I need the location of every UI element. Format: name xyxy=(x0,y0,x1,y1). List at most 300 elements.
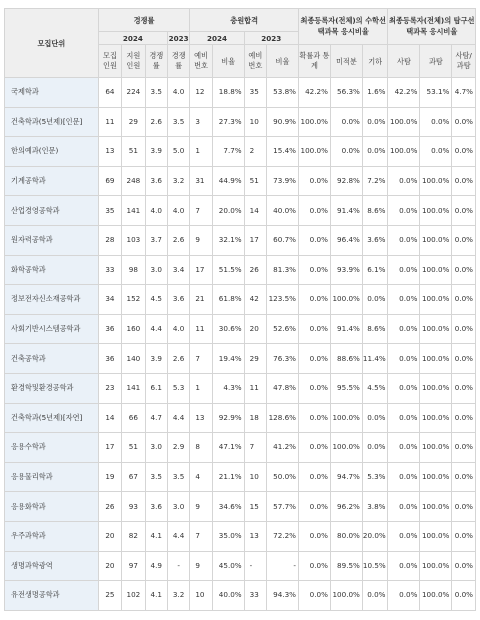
cell-rate-2023: 3.2 xyxy=(167,581,189,611)
cell-geometry: 0.0% xyxy=(362,403,388,433)
col-ratio-2024: 비율 xyxy=(212,45,244,78)
cell-num-jiwon: 102 xyxy=(122,581,145,611)
table-header xyxy=(5,9,476,78)
cell-social: 0.0% xyxy=(388,403,420,433)
cell-social: 0.0% xyxy=(388,462,420,492)
cell-num-mojip: 69 xyxy=(98,166,121,196)
unit-name: 건축학과(5년제)[자연] xyxy=(5,403,99,433)
table-row xyxy=(5,373,476,403)
cell-rate-2024: 3.6 xyxy=(145,492,167,522)
cell-social-science: 0.0% xyxy=(452,285,476,315)
col-waitnum-2024: 예비 번호 xyxy=(190,45,212,78)
cell-social-science: 0.0% xyxy=(452,344,476,374)
cell-social: 0.0% xyxy=(388,521,420,551)
cell-ratio-2023: 72.2% xyxy=(267,521,299,551)
cell-geometry: 0.0% xyxy=(362,433,388,463)
cell-rate-2024: 3.9 xyxy=(145,137,167,167)
cell-rate-2023: 2.9 xyxy=(167,433,189,463)
cell-social-science: 0.0% xyxy=(452,551,476,581)
cell-rate-2023: 5.3 xyxy=(167,373,189,403)
cell-rate-2024: 3.6 xyxy=(145,166,167,196)
cell-rate-2023: 3.5 xyxy=(167,462,189,492)
table-row xyxy=(5,196,476,226)
cell-waitnum-2023: 10 xyxy=(244,462,266,492)
header-chungwon: 충원합격 xyxy=(190,9,299,32)
cell-prob-stat: 0.0% xyxy=(298,344,330,374)
table-row xyxy=(5,433,476,463)
cell-prob-stat: 100.0% xyxy=(298,137,330,167)
cell-rate-2024: 4.1 xyxy=(145,581,167,611)
cell-waitnum-2024: 9 xyxy=(190,492,212,522)
cell-calculus: 91.4% xyxy=(330,196,362,226)
cell-rate-2024: 3.5 xyxy=(145,78,167,108)
cell-num-jiwon: 160 xyxy=(122,314,145,344)
table-row xyxy=(5,285,476,315)
cell-prob-stat: 42.2% xyxy=(298,78,330,108)
cell-calculus: 89.5% xyxy=(330,551,362,581)
cell-waitnum-2023: 29 xyxy=(244,344,266,374)
cell-geometry: 6.1% xyxy=(362,255,388,285)
cell-social-science: 0.0% xyxy=(452,521,476,551)
cell-prob-stat: 0.0% xyxy=(298,373,330,403)
cell-waitnum-2023: 2 xyxy=(244,137,266,167)
col-waitnum-2023: 예비 번호 xyxy=(244,45,266,78)
cell-rate-2024: 3.0 xyxy=(145,255,167,285)
cell-prob-stat: 0.0% xyxy=(298,462,330,492)
cell-science: 100.0% xyxy=(420,462,452,492)
cell-ratio-2024: 47.1% xyxy=(212,433,244,463)
cell-ratio-2024: 34.6% xyxy=(212,492,244,522)
cell-waitnum-2024: 13 xyxy=(190,403,212,433)
cell-num-mojip: 20 xyxy=(98,521,121,551)
cell-num-mojip: 64 xyxy=(98,78,121,108)
cell-prob-stat: 0.0% xyxy=(298,166,330,196)
cell-waitnum-2023: 14 xyxy=(244,196,266,226)
cell-num-jiwon: 97 xyxy=(122,551,145,581)
cell-social-science: 0.0% xyxy=(452,403,476,433)
col-prob-stat: 확률과 통계 xyxy=(298,45,330,78)
cell-waitnum-2023: 11 xyxy=(244,373,266,403)
cell-science: 100.0% xyxy=(420,492,452,522)
cell-geometry: 0.0% xyxy=(362,137,388,167)
cell-num-jiwon: 103 xyxy=(122,225,145,255)
cell-science: 0.0% xyxy=(420,137,452,167)
cell-ratio-2023: 73.9% xyxy=(267,166,299,196)
cell-rate-2023: 3.6 xyxy=(167,285,189,315)
cell-social-science: 0.0% xyxy=(452,462,476,492)
cell-num-mojip: 35 xyxy=(98,196,121,226)
cell-ratio-2024: 40.0% xyxy=(212,581,244,611)
cell-calculus: 88.6% xyxy=(330,344,362,374)
cell-rate-2023: 4.0 xyxy=(167,196,189,226)
cell-ratio-2024: 20.0% xyxy=(212,196,244,226)
cell-waitnum-2024: 1 xyxy=(190,373,212,403)
cell-num-mojip: 23 xyxy=(98,373,121,403)
cell-ratio-2024: 30.6% xyxy=(212,314,244,344)
cell-waitnum-2023: 42 xyxy=(244,285,266,315)
cell-waitnum-2024: 9 xyxy=(190,551,212,581)
cell-waitnum-2024: 3 xyxy=(190,107,212,137)
cell-ratio-2023: - xyxy=(267,551,299,581)
cell-social: 100.0% xyxy=(388,107,420,137)
cell-prob-stat: 0.0% xyxy=(298,314,330,344)
cell-social-science: 4.7% xyxy=(452,78,476,108)
cell-social: 0.0% xyxy=(388,166,420,196)
cell-prob-stat: 0.0% xyxy=(298,551,330,581)
unit-name: 유전생명공학과 xyxy=(5,581,99,611)
admission-table-container xyxy=(4,8,476,611)
cell-science: 100.0% xyxy=(420,433,452,463)
cell-num-jiwon: 66 xyxy=(122,403,145,433)
cell-waitnum-2023: 51 xyxy=(244,166,266,196)
table-row xyxy=(5,551,476,581)
cell-rate-2023: 4.0 xyxy=(167,314,189,344)
cell-ratio-2024: 4.3% xyxy=(212,373,244,403)
cell-geometry: 3.8% xyxy=(362,492,388,522)
cell-calculus: 100.0% xyxy=(330,581,362,611)
cell-waitnum-2023: 18 xyxy=(244,403,266,433)
cell-rate-2023: 4.0 xyxy=(167,78,189,108)
cell-calculus: 92.8% xyxy=(330,166,362,196)
cell-social: 0.0% xyxy=(388,344,420,374)
cell-ratio-2023: 81.3% xyxy=(267,255,299,285)
cell-num-jiwon: 141 xyxy=(122,196,145,226)
cell-calculus: 94.7% xyxy=(330,462,362,492)
cell-ratio-2024: 35.0% xyxy=(212,521,244,551)
cell-science: 100.0% xyxy=(420,403,452,433)
col-geometry: 기하 xyxy=(362,45,388,78)
cell-waitnum-2023: 20 xyxy=(244,314,266,344)
cell-social: 0.0% xyxy=(388,314,420,344)
cell-geometry: 11.4% xyxy=(362,344,388,374)
cell-rate-2023: 2.6 xyxy=(167,225,189,255)
cell-social: 42.2% xyxy=(388,78,420,108)
cell-calculus: 96.2% xyxy=(330,492,362,522)
cell-waitnum-2024: 4 xyxy=(190,462,212,492)
cell-geometry: 20.0% xyxy=(362,521,388,551)
unit-name: 국제학과 xyxy=(5,78,99,108)
header-year-2024a: 2024 xyxy=(98,32,167,45)
cell-rate-2024: 4.1 xyxy=(145,521,167,551)
cell-ratio-2023: 128.6% xyxy=(267,403,299,433)
table-row xyxy=(5,166,476,196)
header-year-2023b: 2023 xyxy=(244,32,298,45)
cell-calculus: 100.0% xyxy=(330,433,362,463)
cell-num-jiwon: 152 xyxy=(122,285,145,315)
cell-num-jiwon: 51 xyxy=(122,433,145,463)
cell-prob-stat: 0.0% xyxy=(298,581,330,611)
cell-science: 100.0% xyxy=(420,581,452,611)
cell-ratio-2024: 45.0% xyxy=(212,551,244,581)
cell-science: 100.0% xyxy=(420,285,452,315)
cell-social-science: 0.0% xyxy=(452,314,476,344)
cell-rate-2023: 2.6 xyxy=(167,344,189,374)
cell-waitnum-2024: 7 xyxy=(190,196,212,226)
cell-waitnum-2024: 8 xyxy=(190,433,212,463)
cell-rate-2024: 3.7 xyxy=(145,225,167,255)
table-row xyxy=(5,492,476,522)
cell-ratio-2023: 60.7% xyxy=(267,225,299,255)
header-year-2024b: 2024 xyxy=(190,32,244,45)
col-jiwon: 지원 인원 xyxy=(122,45,145,78)
cell-social: 0.0% xyxy=(388,225,420,255)
header-unit: 모집단위 xyxy=(5,9,99,78)
cell-waitnum-2024: 1 xyxy=(190,137,212,167)
col-science: 과탐 xyxy=(420,45,452,78)
cell-geometry: 8.6% xyxy=(362,314,388,344)
cell-social: 0.0% xyxy=(388,285,420,315)
cell-science: 100.0% xyxy=(420,344,452,374)
cell-geometry: 10.5% xyxy=(362,551,388,581)
cell-waitnum-2024: 11 xyxy=(190,314,212,344)
table-row xyxy=(5,107,476,137)
unit-name: 화학공학과 xyxy=(5,255,99,285)
cell-ratio-2024: 19.4% xyxy=(212,344,244,374)
unit-name: 산업경영공학과 xyxy=(5,196,99,226)
cell-science: 100.0% xyxy=(420,196,452,226)
cell-calculus: 95.5% xyxy=(330,373,362,403)
cell-num-mojip: 36 xyxy=(98,314,121,344)
table-row xyxy=(5,462,476,492)
cell-prob-stat: 0.0% xyxy=(298,403,330,433)
cell-geometry: 0.0% xyxy=(362,285,388,315)
cell-calculus: 100.0% xyxy=(330,403,362,433)
unit-name: 생명과학광역 xyxy=(5,551,99,581)
cell-prob-stat: 0.0% xyxy=(298,255,330,285)
cell-rate-2023: 3.0 xyxy=(167,492,189,522)
cell-waitnum-2023: 26 xyxy=(244,255,266,285)
cell-social: 100.0% xyxy=(388,137,420,167)
unit-name: 응용물리학과 xyxy=(5,462,99,492)
table-row xyxy=(5,403,476,433)
table-row xyxy=(5,314,476,344)
unit-name: 환경학및환경공학과 xyxy=(5,373,99,403)
cell-ratio-2024: 7.7% xyxy=(212,137,244,167)
cell-geometry: 5.3% xyxy=(362,462,388,492)
cell-ratio-2024: 44.9% xyxy=(212,166,244,196)
cell-num-mojip: 13 xyxy=(98,137,121,167)
cell-science: 100.0% xyxy=(420,255,452,285)
cell-geometry: 7.2% xyxy=(362,166,388,196)
cell-ratio-2024: 21.1% xyxy=(212,462,244,492)
cell-science: 100.0% xyxy=(420,373,452,403)
cell-num-jiwon: 98 xyxy=(122,255,145,285)
col-rate-2023: 경쟁 률 xyxy=(167,45,189,78)
cell-rate-2023: 4.4 xyxy=(167,521,189,551)
unit-name: 응용화학과 xyxy=(5,492,99,522)
cell-social-science: 0.0% xyxy=(452,137,476,167)
cell-num-jiwon: 93 xyxy=(122,492,145,522)
cell-geometry: 4.5% xyxy=(362,373,388,403)
cell-num-jiwon: 51 xyxy=(122,137,145,167)
table-row xyxy=(5,78,476,108)
cell-geometry: 0.0% xyxy=(362,107,388,137)
cell-social-science: 0.0% xyxy=(452,581,476,611)
cell-prob-stat: 100.0% xyxy=(298,107,330,137)
cell-waitnum-2023: 17 xyxy=(244,225,266,255)
cell-rate-2024: 3.0 xyxy=(145,433,167,463)
cell-social-science: 0.0% xyxy=(452,433,476,463)
table-row xyxy=(5,344,476,374)
cell-ratio-2023: 76.3% xyxy=(267,344,299,374)
cell-science: 100.0% xyxy=(420,314,452,344)
cell-prob-stat: 0.0% xyxy=(298,433,330,463)
cell-ratio-2023: 15.4% xyxy=(267,137,299,167)
cell-num-mojip: 17 xyxy=(98,433,121,463)
cell-ratio-2023: 90.9% xyxy=(267,107,299,137)
col-ratio-2023: 비율 xyxy=(267,45,299,78)
cell-calculus: 0.0% xyxy=(330,137,362,167)
cell-social: 0.0% xyxy=(388,373,420,403)
cell-waitnum-2024: 21 xyxy=(190,285,212,315)
cell-num-mojip: 25 xyxy=(98,581,121,611)
cell-waitnum-2024: 17 xyxy=(190,255,212,285)
table-row xyxy=(5,137,476,167)
cell-prob-stat: 0.0% xyxy=(298,521,330,551)
cell-waitnum-2024: 7 xyxy=(190,344,212,374)
col-mojip: 모집 인원 xyxy=(98,45,121,78)
cell-num-jiwon: 82 xyxy=(122,521,145,551)
cell-calculus: 100.0% xyxy=(330,285,362,315)
cell-ratio-2023: 52.6% xyxy=(267,314,299,344)
cell-num-jiwon: 224 xyxy=(122,78,145,108)
table-row xyxy=(5,581,476,611)
cell-rate-2024: 2.6 xyxy=(145,107,167,137)
cell-ratio-2024: 51.5% xyxy=(212,255,244,285)
cell-num-jiwon: 248 xyxy=(122,166,145,196)
unit-name: 정보전자신소재공학과 xyxy=(5,285,99,315)
cell-prob-stat: 0.0% xyxy=(298,285,330,315)
unit-name: 응용수학과 xyxy=(5,433,99,463)
cell-calculus: 96.4% xyxy=(330,225,362,255)
cell-waitnum-2023: 33 xyxy=(244,581,266,611)
cell-waitnum-2024: 12 xyxy=(190,78,212,108)
admission-table xyxy=(4,8,476,611)
cell-rate-2023: 5.0 xyxy=(167,137,189,167)
cell-num-mojip: 14 xyxy=(98,403,121,433)
cell-waitnum-2023: 13 xyxy=(244,521,266,551)
cell-rate-2024: 4.9 xyxy=(145,551,167,581)
cell-social: 0.0% xyxy=(388,551,420,581)
cell-prob-stat: 0.0% xyxy=(298,196,330,226)
cell-num-mojip: 28 xyxy=(98,225,121,255)
cell-calculus: 56.3% xyxy=(330,78,362,108)
cell-waitnum-2023: - xyxy=(244,551,266,581)
cell-num-mojip: 19 xyxy=(98,462,121,492)
cell-rate-2024: 6.1 xyxy=(145,373,167,403)
cell-waitnum-2024: 10 xyxy=(190,581,212,611)
cell-calculus: 80.0% xyxy=(330,521,362,551)
cell-social-science: 0.0% xyxy=(452,107,476,137)
unit-name: 사회기반시스템공학과 xyxy=(5,314,99,344)
cell-rate-2023: 4.4 xyxy=(167,403,189,433)
cell-calculus: 91.4% xyxy=(330,314,362,344)
table-row xyxy=(5,255,476,285)
unit-name: 한의예과(인문) xyxy=(5,137,99,167)
unit-name: 기계공학과 xyxy=(5,166,99,196)
cell-num-mojip: 36 xyxy=(98,344,121,374)
cell-geometry: 3.6% xyxy=(362,225,388,255)
cell-ratio-2024: 32.1% xyxy=(212,225,244,255)
cell-ratio-2023: 123.5% xyxy=(267,285,299,315)
col-calculus: 미적분 xyxy=(330,45,362,78)
cell-science: 53.1% xyxy=(420,78,452,108)
cell-waitnum-2023: 7 xyxy=(244,433,266,463)
unit-name: 우주과학과 xyxy=(5,521,99,551)
cell-num-mojip: 33 xyxy=(98,255,121,285)
table-body xyxy=(5,78,476,611)
cell-ratio-2024: 27.3% xyxy=(212,107,244,137)
cell-social: 0.0% xyxy=(388,433,420,463)
cell-prob-stat: 0.0% xyxy=(298,492,330,522)
cell-social: 0.0% xyxy=(388,492,420,522)
table-row xyxy=(5,225,476,255)
cell-ratio-2024: 92.9% xyxy=(212,403,244,433)
cell-science: 100.0% xyxy=(420,521,452,551)
cell-social-science: 0.0% xyxy=(452,166,476,196)
cell-ratio-2023: 53.8% xyxy=(267,78,299,108)
cell-ratio-2023: 57.7% xyxy=(267,492,299,522)
cell-science: 100.0% xyxy=(420,166,452,196)
header-year-2023a: 2023 xyxy=(168,33,189,43)
header-math-ratio: 최종등록자(전체)의 수학선택과목 응시비율 xyxy=(298,9,388,45)
cell-rate-2023: 3.5 xyxy=(167,107,189,137)
cell-geometry: 1.6% xyxy=(362,78,388,108)
cell-social-science: 0.0% xyxy=(452,492,476,522)
cell-prob-stat: 0.0% xyxy=(298,225,330,255)
cell-ratio-2023: 47.8% xyxy=(267,373,299,403)
col-social-science: 사탐/ 과탐 xyxy=(452,45,476,78)
cell-social: 0.0% xyxy=(388,196,420,226)
cell-science: 100.0% xyxy=(420,551,452,581)
table-row xyxy=(5,521,476,551)
cell-rate-2023: 3.4 xyxy=(167,255,189,285)
header-explore-ratio: 최종등록자(전체)의 탐구선택과목 응시비율 xyxy=(388,9,476,45)
header-competition: 경쟁률 xyxy=(98,9,190,32)
cell-rate-2023: - xyxy=(167,551,189,581)
cell-ratio-2023: 50.0% xyxy=(267,462,299,492)
cell-calculus: 0.0% xyxy=(330,107,362,137)
cell-num-mojip: 11 xyxy=(98,107,121,137)
cell-science: 100.0% xyxy=(420,225,452,255)
cell-ratio-2023: 94.3% xyxy=(267,581,299,611)
cell-rate-2024: 4.4 xyxy=(145,314,167,344)
cell-rate-2024: 4.7 xyxy=(145,403,167,433)
cell-waitnum-2024: 7 xyxy=(190,521,212,551)
cell-geometry: 0.0% xyxy=(362,581,388,611)
cell-science: 0.0% xyxy=(420,107,452,137)
cell-calculus: 93.9% xyxy=(330,255,362,285)
cell-rate-2024: 3.5 xyxy=(145,462,167,492)
cell-waitnum-2023: 15 xyxy=(244,492,266,522)
cell-num-mojip: 34 xyxy=(98,285,121,315)
cell-social: 0.0% xyxy=(388,581,420,611)
cell-social-science: 0.0% xyxy=(452,373,476,403)
cell-num-jiwon: 67 xyxy=(122,462,145,492)
cell-ratio-2023: 40.0% xyxy=(267,196,299,226)
cell-waitnum-2023: 10 xyxy=(244,107,266,137)
cell-social-science: 0.0% xyxy=(452,255,476,285)
cell-social-science: 0.0% xyxy=(452,225,476,255)
col-rate-2024: 경쟁 률 xyxy=(145,45,167,78)
cell-num-mojip: 26 xyxy=(98,492,121,522)
cell-waitnum-2023: 35 xyxy=(244,78,266,108)
unit-name: 건축학과(5년제)[인문] xyxy=(5,107,99,137)
cell-social: 0.0% xyxy=(388,255,420,285)
cell-ratio-2023: 41.2% xyxy=(267,433,299,463)
cell-rate-2024: 4.0 xyxy=(145,196,167,226)
cell-waitnum-2024: 31 xyxy=(190,166,212,196)
